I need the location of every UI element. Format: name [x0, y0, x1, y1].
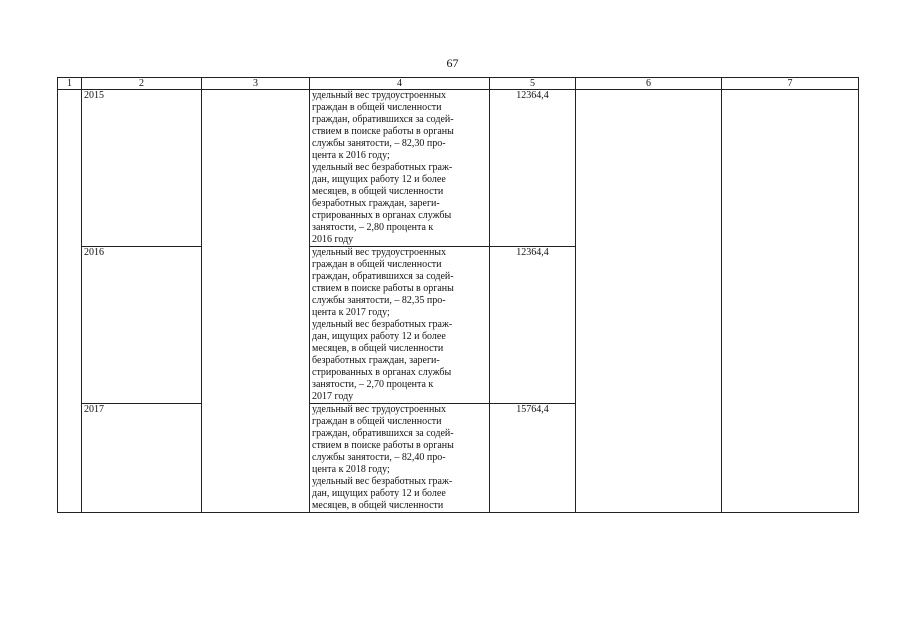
description-line: стрированных в органах службы [312, 210, 452, 221]
description-line: месяцев, в общей численности [312, 343, 444, 354]
column-7-cell [722, 90, 859, 513]
description-line: службы занятости, – 82,40 про- [312, 452, 446, 463]
table-row [58, 90, 859, 247]
column-1-cell [58, 90, 82, 513]
description-line: занятости, – 2,80 процента к [312, 222, 434, 233]
description-line: удельный вес безработных граж- [312, 319, 453, 330]
description-line: удельный вес трудоустроенных [312, 90, 447, 101]
description-line: граждан в общей численности [312, 259, 442, 270]
description-line: занятости, – 2,70 процента к [312, 379, 434, 390]
table-header-row [58, 78, 859, 90]
description-line: стрированных в органах службы [312, 367, 452, 378]
description-line: ствием в поиске работы в органы [312, 440, 454, 451]
description-line: ствием в поиске работы в органы [312, 126, 454, 137]
description-line: граждан, обратившихся за содей- [312, 271, 454, 282]
description-line: удельный вес безработных граж- [312, 162, 453, 173]
description-line: месяцев, в общей численности [312, 186, 444, 197]
column-3-cell [202, 90, 310, 513]
program-indicators-table [57, 77, 859, 513]
column-6-cell [576, 90, 722, 513]
indicator-description-cell [310, 90, 490, 247]
description-line: цента к 2018 году; [312, 464, 390, 475]
page-number: 67 [446, 56, 459, 70]
amount-cell: 12364,4 [490, 90, 576, 247]
description-line: граждан в общей численности [312, 102, 442, 113]
description-line: службы занятости, – 82,35 про- [312, 295, 446, 306]
description-line: удельный вес трудоустроенных [312, 247, 447, 258]
description-line: цента к 2016 году; [312, 150, 390, 161]
description-line: дан, ищущих работу 12 и более [312, 331, 446, 342]
column-header-7: 7 [722, 78, 859, 90]
description-line: ствием в поиске работы в органы [312, 283, 454, 294]
description-line: удельный вес безработных граж- [312, 476, 453, 487]
column-header-1: 1 [58, 78, 82, 90]
description-line: 2017 году [312, 391, 354, 402]
indicator-description-cell [310, 404, 490, 513]
indicator-description-cell [310, 247, 490, 404]
description-line: удельный вес трудоустроенных [312, 404, 447, 415]
description-line: граждан, обратившихся за содей- [312, 114, 454, 125]
column-header-4: 4 [310, 78, 490, 90]
year-cell: 2015 [82, 90, 202, 247]
description-line: дан, ищущих работу 12 и более [312, 488, 446, 499]
amount-cell: 12364,4 [490, 247, 576, 404]
description-line: дан, ищущих работу 12 и более [312, 174, 446, 185]
description-line: 2016 году [312, 234, 354, 245]
column-header-6: 6 [576, 78, 722, 90]
column-header-3: 3 [202, 78, 310, 90]
description-line: службы занятости, – 82,30 про- [312, 138, 446, 149]
year-cell: 2016 [82, 247, 202, 404]
year-cell: 2017 [82, 404, 202, 513]
description-line: месяцев, в общей численности [312, 500, 444, 511]
amount-cell: 15764,4 [490, 404, 576, 513]
column-header-5: 5 [490, 78, 576, 90]
column-header-2: 2 [82, 78, 202, 90]
description-line: граждан в общей численности [312, 416, 442, 427]
description-line: безработных граждан, зареги- [312, 355, 440, 366]
description-line: граждан, обратившихся за содей- [312, 428, 454, 439]
description-line: цента к 2017 году; [312, 307, 390, 318]
description-line: безработных граждан, зареги- [312, 198, 440, 209]
